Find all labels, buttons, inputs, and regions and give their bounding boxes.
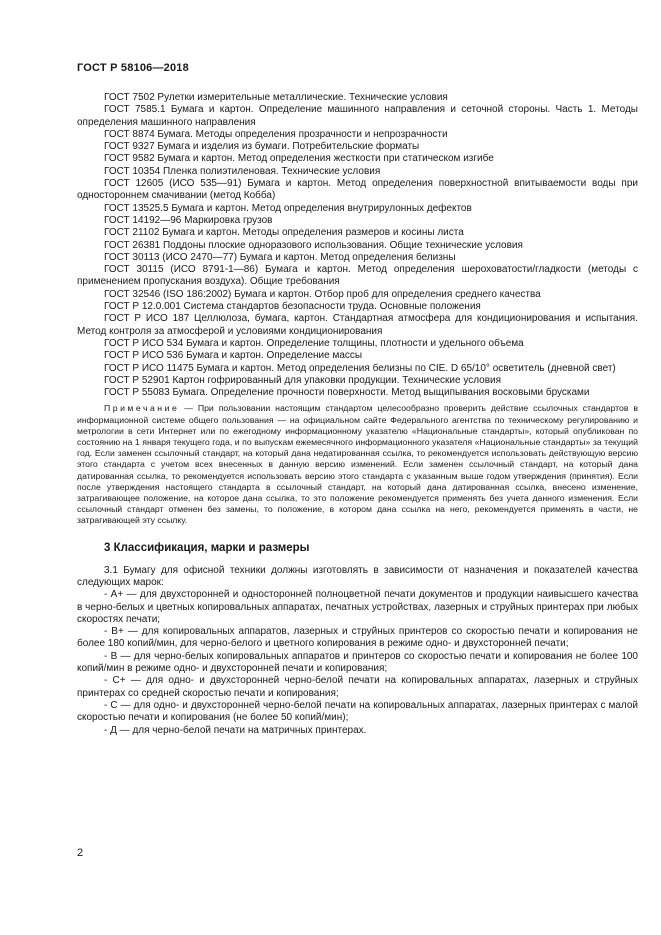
reference-item: ГОСТ Р 55083 Бумага. Определение прочности поверхности. Метод выщипывания восковыми брусками [104,387,590,399]
reference-item: ГОСТ Р 12.0.001 Система стандартов безопасности труда. Основные положения [104,301,481,313]
references-list [77,92,638,399]
reference-item: ГОСТ 9582 Бумага и картон. Метод определения жесткости при статическом изгибе [104,153,494,165]
section-title: 3 Классификация, марки и размеры [104,541,310,554]
reference-item: ГОСТ 9327 Бумага и изделия из бумаги. Потребительские форматы [104,141,420,153]
section-paragraph: 3.1 Бумагу для офисной техники должны изготовлять в зависимости от назначения и показателей качества следующих марок: [77,564,638,588]
list-item: - С+ — для одно- и двухсторонней черно-белой печати на копировальных аппаратах, лазерных и струйных принтерах со средней скоростью печати и копирования; [77,675,638,699]
reference-item: ГОСТ 8874 Бумага. Методы определения прозрачности и непрозрачности [104,128,448,140]
page-header: ГОСТ Р 58106—2018 [77,62,189,74]
list-item: - В — для черно-белых копировальных аппаратов и принтеров со скоростью печати и копирования не более 100 копий/мин в режиме одно- и двухсторонней печати и копирования; [77,650,638,675]
list-item: - А+ — для двухсторонней и односторонней полноцветной печати документов и продукции наивысшего качества в черно-белых и цветных копировальных аппаратах, печатных устройствах, лазерных и струйных принтерах при любых скоростях печати; [77,589,638,625]
reference-item: ГОСТ Р ИСО 187 Целлюлоза, бумага, картон. Стандартная атмосфера для кондиционирования и испытания. Метод контроля за атмосферой и условиями кондиционирования [77,313,638,337]
note-label: Примечание [104,403,180,414]
document-body [77,92,638,737]
reference-item: ГОСТ Р 52901 Картон гофрированный для упаковки продукции. Технические условия [104,374,502,386]
reference-item: ГОСТ 7585.1 Бумага и картон. Определение машинного направления и сеточной стороны. Часть 1. Методы определения машинного направления [77,104,638,128]
list-item: - Д — для черно-белой печати на матричных принтерах. [104,724,367,736]
reference-item: ГОСТ 30113 (ИСО 2470—77) Бумага и картон. Метод определения белизны [104,251,456,263]
note-text: — При пользовании настоящим стандартом целесообразно проверить действие ссылочных стандартов в информационной системе общего пользования — на официальном сайте Федерального агентства по техническому регулированию и метрологии в сети Интернет или по ежегодному информационному указателю «Национальные стандарты», который опубликован по состоянию на 1 января текущего года, и по выпускам ежемесячного информационного указателя «Национальные стандарты» за текущий год. Если заменен ссылочный стандарт, на который дана недатированная ссылка, то рекомендуется использовать действующую версию этого стандарта с учетом всех внесенных в данную версию изменений. Если заменен ссылочный стандарт, на который дана датированная ссылка, то рекомендуется использовать версию этого стандарта с указанным выше годом утверждения (принятия). Если после утверждения настоящего стандарта в ссылочный стандарт, на который дана датированная ссылка, внесено изменение, затрагивающее положение, на которое дана ссылка, то это положение рекомендуется применять без учета данного изменения. Если ссылочный стандарт отменен без замены, то положение, в котором дана ссылка на него, рекомендуется применять в части, не затрагивающей эту ссылку. [77,403,638,526]
reference-item: ГОСТ 12605 (ИСО 535—91) Бумага и картон. Метод определения поверхностной впитываемости воды при одностороннем смачивании (метод Кобба) [77,178,638,202]
reference-item: ГОСТ 21102 Бумага и картон. Методы определения размеров и косины листа [104,227,464,239]
reference-item: ГОСТ 32546 (ISO 186:2002) Бумага и картон. Отбор проб для определения среднего качества [104,288,541,300]
reference-item: ГОСТ 30115 (ИСО 8791-1—86) Бумага и картон. Метод определения шероховатости/гладкости (методы с применением пропускания воздуха). Общие требования [77,264,638,288]
reference-item: ГОСТ Р ИСО 534 Бумага и картон. Определение толщины, плотности и удельного объема [104,337,524,349]
reference-item: ГОСТ 7502 Рулетки измерительные металлические. Технические условия [104,92,448,103]
reference-item: ГОСТ Р ИСО 11475 Бумага и картон. Метод определения белизны по CIE. D 65/10° осветитель (дневной свет) [104,362,616,374]
reference-item: ГОСТ 13525.5 Бумага и картон. Метод определения внутрирулонных дефектов [104,202,472,214]
reference-item: ГОСТ 14192—96 Маркировка грузов [104,214,273,226]
note-paragraph [77,403,638,526]
section-paragraphs [77,565,638,737]
reference-item: ГОСТ 10354 Пленка полиэтиленовая. Технические условия [104,165,381,177]
reference-item: ГОСТ 26381 Поддоны плоские одноразового использования. Общие технические условия [104,239,523,251]
list-item: - С — для одно- и двухсторонней черно-белой печати на копировальных аппаратах, лазерных принтерах с малой скоростью печати и копирования (не более 50 копий/мин); [77,699,638,724]
page-number: 2 [77,847,84,859]
list-item: - В+ — для копировальных аппаратов, лазерных и струйных принтеров со скоростью печати и копирования не более 180 копий/мин, для черно-белого и цветного копирования в режиме одно- и двухсторонней печати; [77,626,638,650]
reference-item: ГОСТ Р ИСО 536 Бумага и картон. Определение массы [104,350,363,362]
